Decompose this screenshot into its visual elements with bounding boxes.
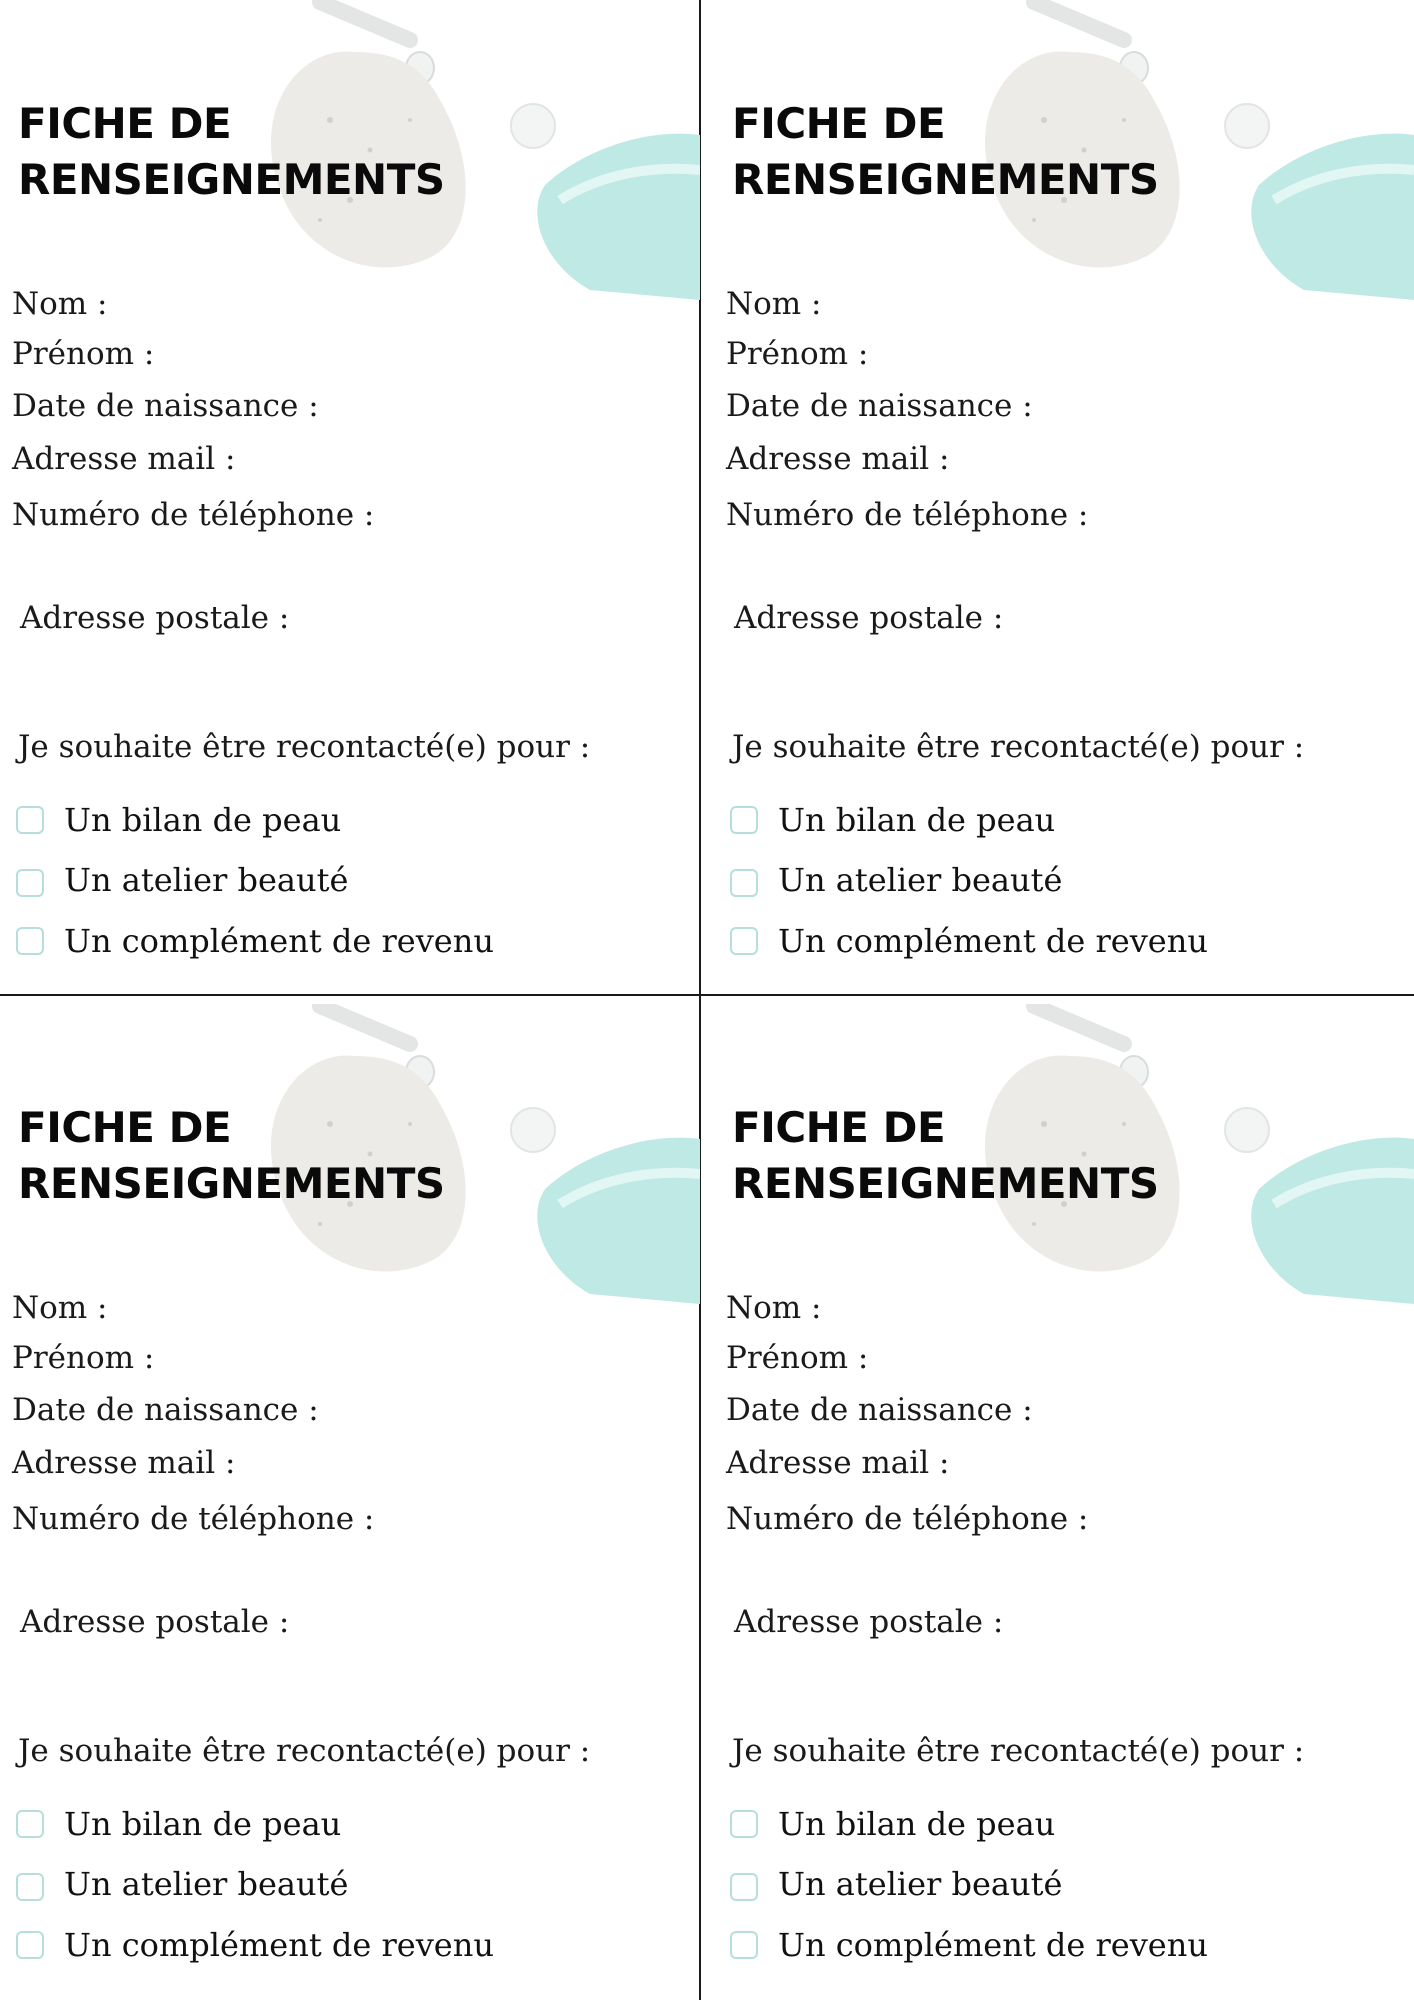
field-label-date-naissance: Date de naissance : <box>12 1392 319 1428</box>
option-complement-revenu <box>730 922 1208 960</box>
contact-question: Je souhaite être recontacté(e) pour : <box>732 729 1305 765</box>
serum-drop-shape <box>511 1108 555 1152</box>
contact-question: Je souhaite être recontacté(e) pour : <box>18 1733 591 1769</box>
field-label-telephone: Numéro de téléphone : <box>726 1501 1089 1537</box>
field-label-date-naissance: Date de naissance : <box>726 388 1033 424</box>
form-card-top-left <box>0 0 700 996</box>
checkbox-bilan-de-peau[interactable] <box>16 806 44 834</box>
form-title-line-1: FICHE DE <box>18 1103 232 1152</box>
field-label-adresse-mail: Adresse mail : <box>12 441 236 477</box>
form-title <box>732 1100 1159 1212</box>
option-label: Un bilan de peau <box>778 801 1056 839</box>
checkbox-atelier-beaute[interactable] <box>16 869 44 897</box>
field-label-prenom: Prénom : <box>726 1340 869 1376</box>
option-label: Un complément de revenu <box>778 922 1208 960</box>
checkbox-complement-revenu[interactable] <box>16 927 44 955</box>
contact-question: Je souhaite être recontacté(e) pour : <box>732 1733 1305 1769</box>
checkbox-atelier-beaute[interactable] <box>730 1873 758 1901</box>
cream-swatch-shape <box>1251 134 1414 300</box>
form-title-line-2: RENSEIGNEMENTS <box>732 155 1159 204</box>
field-label-nom: Nom : <box>12 286 108 322</box>
option-complement-revenu <box>16 922 494 960</box>
option-label: Un atelier beauté <box>778 861 1063 899</box>
cream-swatch-shape <box>537 134 700 300</box>
serum-drop-shape <box>511 104 555 148</box>
option-label: Un atelier beauté <box>778 1865 1063 1903</box>
form-card-bottom-left <box>0 1004 700 2000</box>
option-label: Un bilan de peau <box>64 801 342 839</box>
form-title-line-1: FICHE DE <box>732 99 946 148</box>
option-label: Un complément de revenu <box>64 1926 494 1964</box>
option-bilan-de-peau <box>730 801 1055 839</box>
checkbox-atelier-beaute[interactable] <box>730 869 758 897</box>
field-label-telephone: Numéro de téléphone : <box>12 1501 375 1537</box>
field-label-prenom: Prénom : <box>12 336 155 372</box>
checkbox-complement-revenu[interactable] <box>730 1931 758 1959</box>
option-atelier-beaute <box>730 1865 1062 1903</box>
form-card-bottom-right <box>714 1004 1414 2000</box>
form-title-line-1: FICHE DE <box>732 1103 946 1152</box>
form-title-line-2: RENSEIGNEMENTS <box>18 1159 445 1208</box>
option-atelier-beaute <box>730 861 1062 899</box>
cream-swatch-shape <box>537 1138 700 1304</box>
serum-drop-shape <box>1225 1108 1269 1152</box>
form-card-top-right <box>714 0 1414 996</box>
option-label: Un complément de revenu <box>64 922 494 960</box>
field-label-date-naissance: Date de naissance : <box>726 1392 1033 1428</box>
field-label-nom: Nom : <box>726 286 822 322</box>
form-title <box>18 1100 445 1212</box>
option-label: Un atelier beauté <box>64 1865 349 1903</box>
serum-drop-shape <box>1225 104 1269 148</box>
form-title-line-2: RENSEIGNEMENTS <box>732 1159 1159 1208</box>
checkbox-bilan-de-peau[interactable] <box>16 1810 44 1838</box>
field-label-adresse-mail: Adresse mail : <box>726 1445 950 1481</box>
option-label: Un bilan de peau <box>64 1805 342 1843</box>
option-label: Un complément de revenu <box>778 1926 1208 1964</box>
option-complement-revenu <box>730 1926 1208 1964</box>
option-atelier-beaute <box>16 861 348 899</box>
option-label: Un bilan de peau <box>778 1805 1056 1843</box>
option-atelier-beaute <box>16 1865 348 1903</box>
checkbox-bilan-de-peau[interactable] <box>730 1810 758 1838</box>
option-complement-revenu <box>16 1926 494 1964</box>
field-label-adresse-postale: Adresse postale : <box>734 1604 1004 1640</box>
form-title <box>18 96 445 208</box>
option-bilan-de-peau <box>730 1805 1055 1843</box>
field-label-prenom: Prénom : <box>12 1340 155 1376</box>
checkbox-atelier-beaute[interactable] <box>16 1873 44 1901</box>
checkbox-complement-revenu[interactable] <box>730 927 758 955</box>
field-label-adresse-mail: Adresse mail : <box>12 1445 236 1481</box>
contact-question: Je souhaite être recontacté(e) pour : <box>18 729 591 765</box>
form-title <box>732 96 1159 208</box>
option-label: Un atelier beauté <box>64 861 349 899</box>
cream-swatch-shape <box>1251 1138 1414 1304</box>
field-label-date-naissance: Date de naissance : <box>12 388 319 424</box>
field-label-adresse-mail: Adresse mail : <box>726 441 950 477</box>
field-label-adresse-postale: Adresse postale : <box>20 600 290 636</box>
checkbox-bilan-de-peau[interactable] <box>730 806 758 834</box>
checkbox-complement-revenu[interactable] <box>16 1931 44 1959</box>
option-bilan-de-peau <box>16 1805 341 1843</box>
field-label-nom: Nom : <box>726 1290 822 1326</box>
field-label-prenom: Prénom : <box>726 336 869 372</box>
field-label-telephone: Numéro de téléphone : <box>12 497 375 533</box>
field-label-telephone: Numéro de téléphone : <box>726 497 1089 533</box>
form-title-line-2: RENSEIGNEMENTS <box>18 155 445 204</box>
field-label-adresse-postale: Adresse postale : <box>20 1604 290 1640</box>
field-label-nom: Nom : <box>12 1290 108 1326</box>
option-bilan-de-peau <box>16 801 341 839</box>
form-title-line-1: FICHE DE <box>18 99 232 148</box>
field-label-adresse-postale: Adresse postale : <box>734 600 1004 636</box>
